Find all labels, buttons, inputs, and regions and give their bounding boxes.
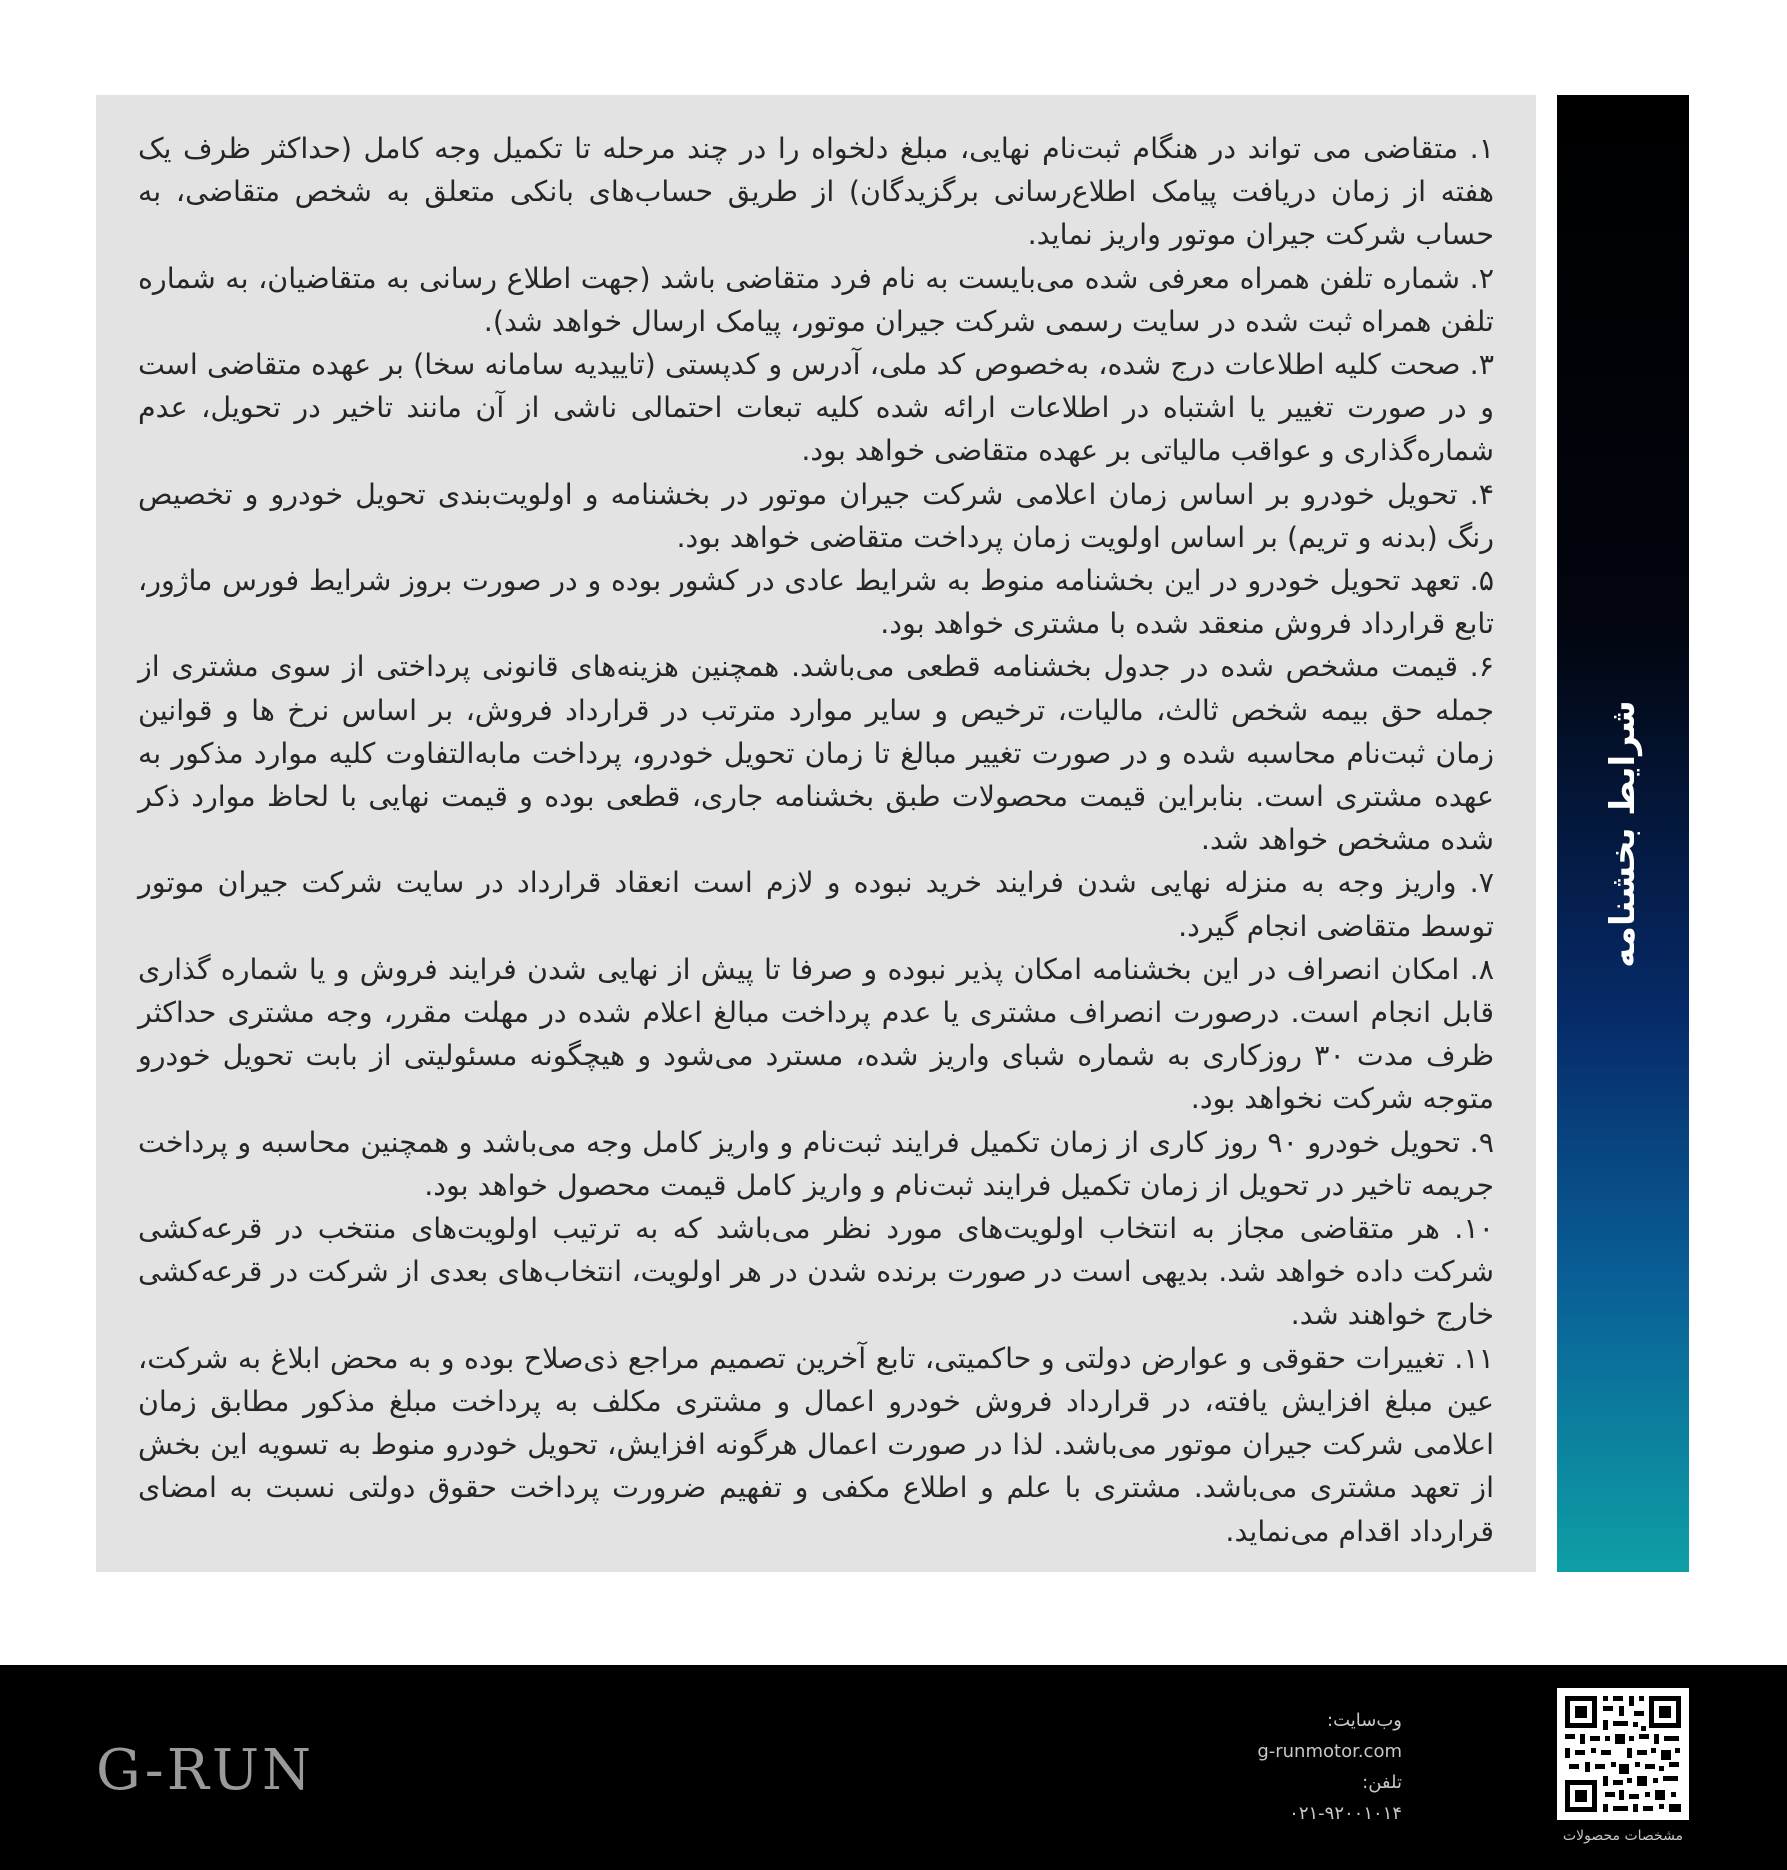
side-band [1557, 95, 1689, 1572]
term-item-5: ۵. تعهد تحویل خودرو در این بخشنامه منوط به شرایط عادی در کشور بوده و در صورت بروز شرایط فورس ماژور، تابع قرارداد فروش منعقد شده با مشتری خواهد بود. [138, 564, 1494, 641]
term-item-1: ۱. متقاضی می تواند در هنگام ثبت‌نام نهایی، مبلغ دلخواه را در چند مرحله تا تکمیل وجه کامل (حداکثر ظرف یک هفته از زمان دریافت پیامک اطلاع‌رسانی برگزیدگان) از طریق حساب‌های بانکی متعلق به شخص متقاضی، به حساب شرکت جیران موتور واریز نماید. [138, 132, 1494, 252]
contact-info [1180, 1705, 1402, 1829]
term-item-8: ۸. امکان انصراف در این بخشنامه امکان پذیر نبوده و صرفا تا پیش از نهایی شدن فرایند فروش و یا شماره گذاری قابل انجام است. درصورت انصراف مشتری یا عدم پرداخت مبالغ اعلام شده در مهلت مقرر، وجه مشتری حداکثر ظرف مدت ۳۰ روزکاری به شماره شبای واریز شده، مسترد می‌شود و هیچگونه مسئولیتی از بابت تحویل خودرو متوجه شرکت نخواهد بود. [138, 952, 1494, 1116]
term-item-2: ۲. شماره تلفن همراه معرفی شده می‌بایست به نام فرد متقاضی باشد (جهت اطلاع رسانی به متقاضیان، به شماره تلفن همراه ثبت شده در سایت رسمی شرکت جیران موتور، پیامک ارسال خواهد شد). [138, 261, 1494, 338]
term-item-9: ۹. تحویل خودرو ۹۰ روز کاری از زمان تکمیل فرایند ثبت‌نام و واریز کامل وجه می‌باشد و همچنین محاسبه و پرداخت جریمه تاخیر در تحویل از زمان تکمیل فرایند ثبت‌نام و واریز کامل قیمت محصول خواهد بود. [138, 1125, 1494, 1202]
website-link[interactable]: g-runmotor.com [1257, 1741, 1402, 1762]
qr-code[interactable] [1557, 1688, 1689, 1820]
term-item-10: ۱۰. هر متقاضی مجاز به انتخاب اولویت‌های مورد نظر می‌باشد که به ترتیب اولویت‌های منتخب در قرعه‌کشی شرکت داده خواهد شد. بدیهی است در صورت برنده شدن در هر اولویت، انتخاب‌های بعدی از شرکت در قرعه‌کشی خارج خواهند شد. [138, 1212, 1494, 1332]
term-item-4: ۴. تحویل خودرو بر اساس زمان اعلامی شرکت جیران موتور در بخشنامه و اولویت‌بندی تحویل خودرو و تخصیص رنگ (بدنه و تریم) بر اساس اولویت زمان پرداخت متقاضی خواهد بود. [138, 477, 1494, 554]
term-item-7: ۷. واریز وجه به منزله نهایی شدن فرایند خرید نبوده و لازم است انعقاد قرارداد در سایت شرکت جیران موتور توسط متقاضی انجام گیرد. [138, 866, 1494, 943]
term-item-3: ۳. صحت کلیه اطلاعات درج شده، به‌خصوص کد ملی، آدرس و کدپستی (تاییدیه سامانه سخا) بر عهده متقاضی است و در صورت تغییر یا اشتباه در اطلاعات ارائه شده کلیه تبعات احتمالی ناشی از آن مانند تاخیر در تحویل، عدم شماره‌گذاری و عواقب مالیاتی بر عهده متقاضی خواهد بود. [138, 348, 1494, 468]
brand-logo: G-RUN [96, 1738, 315, 1803]
qr-caption: مشخصات محصولات [1562, 1828, 1684, 1844]
term-item-6: ۶. قیمت مشخص شده در جدول بخشنامه قطعی می‌باشد. همچنین هزینه‌های قانونی پرداختی از سوی مشتری از جمله حق بیمه شخص ثالث، مالیات، ترخیص و سایر موارد مترتب در قرارداد فروش، بر اساس نرخ ها و قوانین زمان ثبت‌نام محاسبه شده و در صورت تغییر مبالغ تا زمان تحویل خودرو، پرداخت مابه‌التفاوت کلیه موارد مذکور به عهده مشتری است. بنابراین قیمت محصولات طبق بخشنامه جاری، قطعی بوده و قیمت نهایی با لحاظ موارد ذکر شده مشخص خواهد شد. [138, 650, 1494, 857]
phone-label: تلفن: [1362, 1772, 1402, 1793]
website-label: وب‌سایت: [1327, 1710, 1402, 1731]
phone-number[interactable]: ۰۲۱-۹۲۰۰۱۰۱۴ [1289, 1803, 1402, 1824]
side-title: شرایط بخشنامه [1603, 699, 1643, 968]
terms-panel [96, 95, 1536, 1572]
term-item-11: ۱۱. تغییرات حقوقی و عوارض دولتی و حاکمیتی، تابع آخرین تصمیم مراجع ذی‌صلاح بوده و به محض ابلاغ به شرکت، عین مبلغ افزایش یافته، در قرارداد فروش خودرو اعمال و مشتری مکلف به پرداخت مبلغ مذکور مطابق زمان اعلامی شرکت جیران موتور می‌باشد. لذا در صورت اعمال هرگونه افزایش، تحویل خودرو منوط به تسویه این بخش از تعهد مشتری می‌باشد. مشتری با علم و اطلاع مکفی و تفهیم ضرورت پرداخت حقوق دولتی نسبت به امضای قرارداد اقدام می‌نماید. [138, 1341, 1494, 1548]
qr-code-icon [1561, 1692, 1685, 1816]
